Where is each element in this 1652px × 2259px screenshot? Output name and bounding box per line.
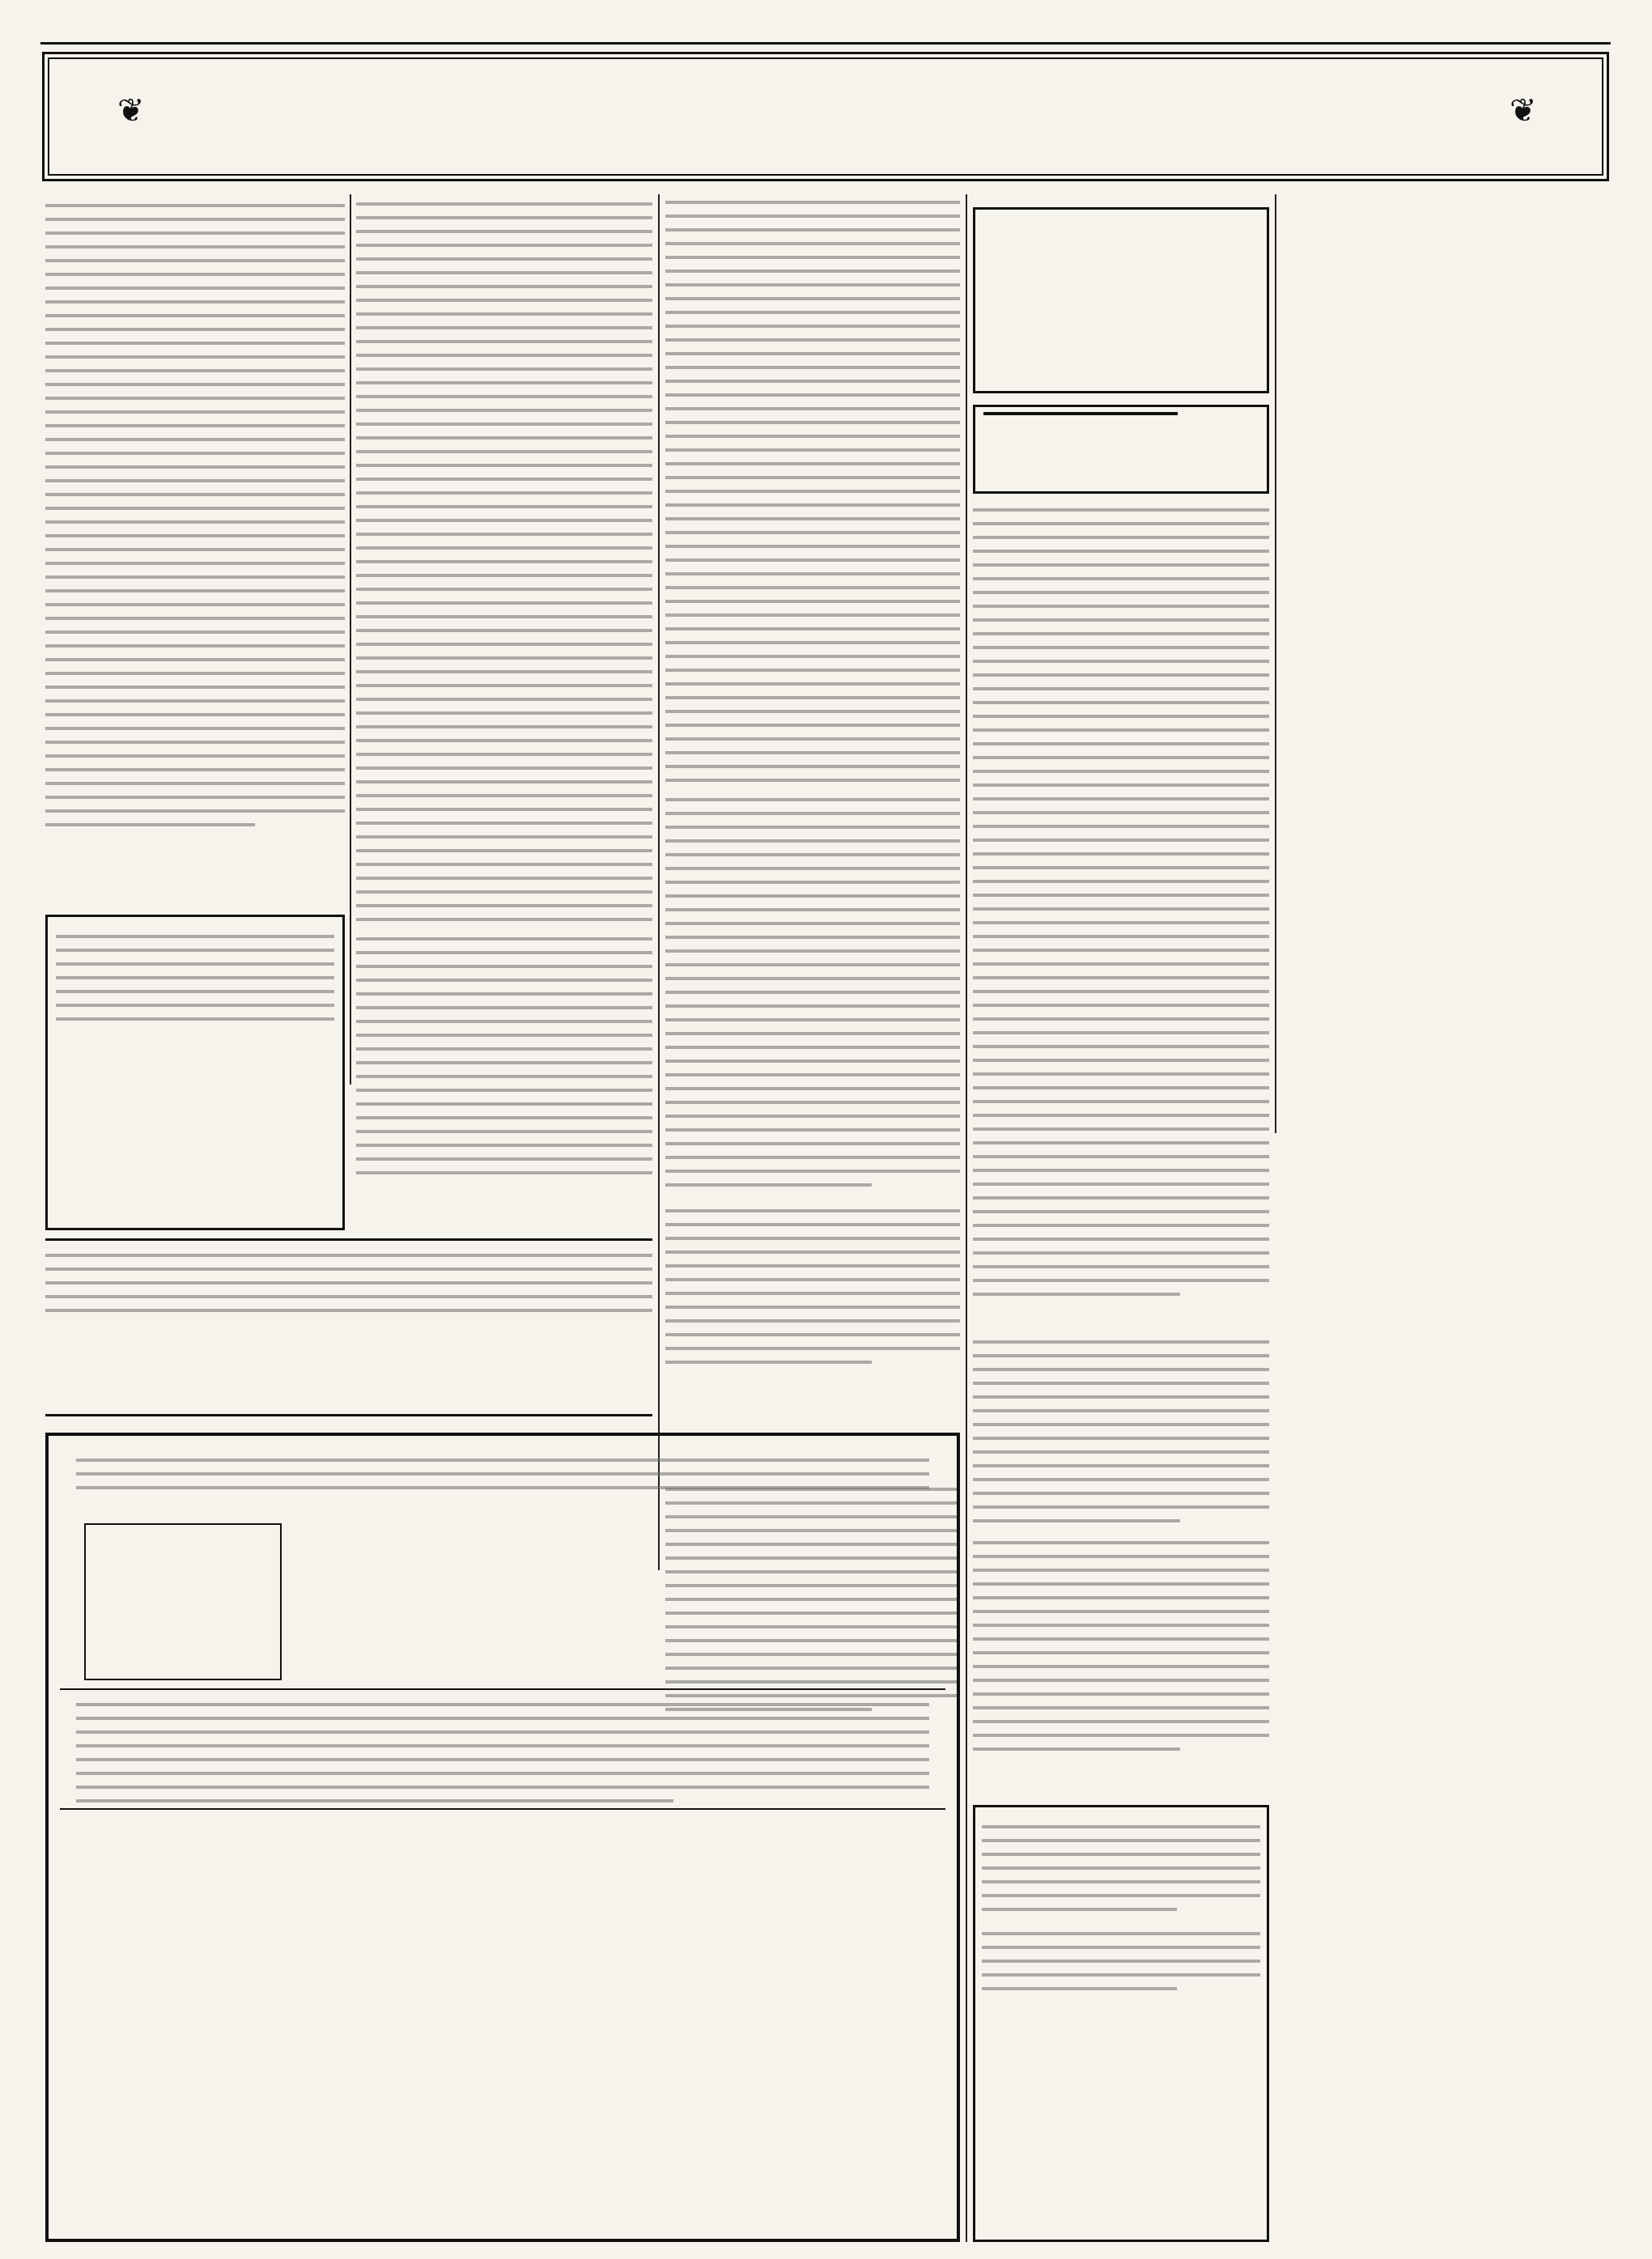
article-east-ny [356, 194, 652, 1180]
header-rule [40, 42, 1611, 45]
crown-oil-ad [45, 1433, 960, 2242]
ymca-ad [45, 1238, 652, 1416]
crown-oil-blank-title [60, 1688, 945, 1696]
nu-life-ad [45, 915, 345, 1230]
harlem-banner [973, 405, 1269, 494]
harlem-title [983, 412, 1178, 415]
alma-parlor-ad [973, 1805, 1269, 2242]
kelly-miller-body [45, 204, 345, 851]
east-ny-body [356, 202, 652, 931]
butterfly-ornament-left-icon: ❦ [117, 92, 145, 130]
new-yorkers-ad [973, 207, 1269, 393]
patriotic-body [356, 937, 652, 1180]
section-banner [42, 52, 1609, 181]
butterfly-ornament-right-icon: ❦ [1510, 92, 1537, 130]
article-hotel-workers [665, 194, 960, 1371]
article-ossining [973, 1334, 1269, 1760]
crown-oil-cash-box [84, 1523, 282, 1680]
harlem-body [973, 508, 1269, 1318]
article-kelly-miller [45, 194, 345, 851]
